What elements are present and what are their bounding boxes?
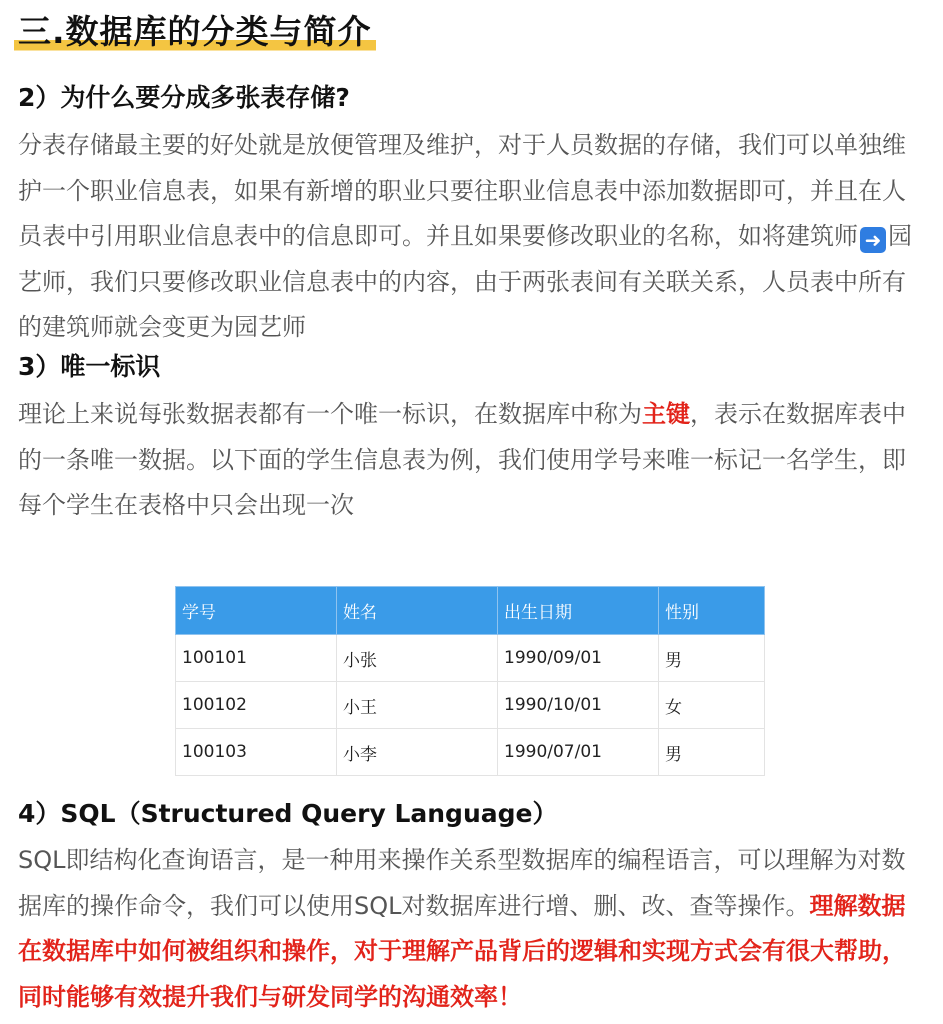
title-wrap xyxy=(14,10,376,54)
right-arrow-icon: ➜ xyxy=(860,227,886,253)
section-4-heading: 4）SQL（Structured Query Language） xyxy=(18,799,558,828)
section-2-heading: 2）为什么要分成多张表存储? xyxy=(18,83,350,112)
column-header-student-id: 学号 xyxy=(176,587,337,635)
table-header-row xyxy=(176,587,765,635)
cell-student-id: 100102 xyxy=(176,682,337,729)
cell-student-id: 100103 xyxy=(176,729,337,776)
column-header-name: 姓名 xyxy=(337,587,498,635)
section-4-text-a: SQL即结构化查询语言，是一种用来操作关系型数据库的编程语言，可以理解为对数据库的操作命令，我们可以使用SQL对数据库进行增、删、改、查等操作。 xyxy=(18,846,906,920)
section-2-text-b: 园艺师，我们只要修改职业信息表中的内容，由于两张表间有关联关系，人员表中所有的建筑师就会变更为园艺师 xyxy=(18,222,912,341)
primary-key-highlight: 主键 xyxy=(642,400,690,428)
page-title: 三.数据库的分类与简介 xyxy=(14,10,376,54)
cell-name: 小王 xyxy=(337,682,498,729)
cell-student-id: 100101 xyxy=(176,635,337,682)
cell-birthdate: 1990/07/01 xyxy=(498,729,659,776)
section-2-text-a: 分表存储最主要的好处就是放便管理及维护，对于人员数据的存储，我们可以单独维护一个职业信息表，如果有新增的职业只要往职业信息表中添加数据即可，并且在人员表中引用职业信息表中的信息即可。并且如果要修改职业的名称，如将建筑师 xyxy=(18,131,906,250)
cell-birthdate: 1990/09/01 xyxy=(498,635,659,682)
column-header-gender: 性别 xyxy=(659,587,765,635)
cell-birthdate: 1990/10/01 xyxy=(498,682,659,729)
section-3-text-a: 理论上来说每张数据表都有一个唯一标识，在数据库中称为 xyxy=(18,400,642,428)
table-row xyxy=(176,682,765,729)
section-4-paragraph xyxy=(18,838,928,1020)
column-header-birthdate: 出生日期 xyxy=(498,587,659,635)
section-3-paragraph xyxy=(18,392,928,529)
section-2-paragraph xyxy=(18,123,928,351)
cell-gender: 女 xyxy=(659,682,765,729)
cell-gender: 男 xyxy=(659,635,765,682)
section-3-text-b: ，表示在数据库表中的一条唯一数据。以下面的学生信息表为例，我们使用学号来唯一标记一名学生，即每个学生在表格中只会出现一次 xyxy=(18,400,906,519)
cell-gender: 男 xyxy=(659,729,765,776)
section-3-heading: 3）唯一标识 xyxy=(18,352,161,381)
table-row xyxy=(176,729,765,776)
table-row xyxy=(176,635,765,682)
cell-name: 小张 xyxy=(337,635,498,682)
section-4-emphasis: 理解数据在数据库中如何被组织和操作，对于理解产品背后的逻辑和实现方式会有很大帮助，同时能够有效提升我们与研发同学的沟通效率！ xyxy=(18,891,906,1011)
student-info-table xyxy=(175,586,765,776)
cell-name: 小李 xyxy=(337,729,498,776)
